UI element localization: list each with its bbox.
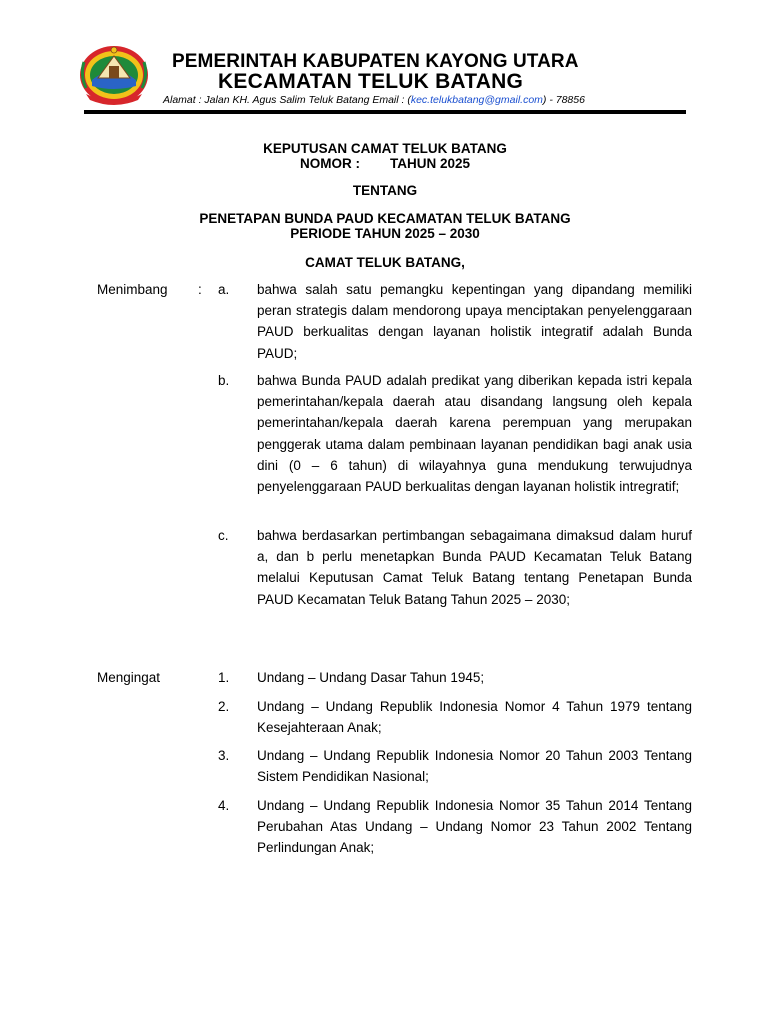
mengingat-item-3: Undang – Undang Republik Indonesia Nomor 20 Tahun 2003 Tentang Sistem Pendidikan Nasional; bbox=[257, 748, 692, 785]
mengingat-item-2: Undang – Undang Republik Indonesia Nomor 4 Tahun 1979 tentang Kesejahteraan Anak; bbox=[257, 699, 692, 736]
address-text: Alamat : Jalan KH. Agus Salim Teluk Batang Email : ( bbox=[163, 94, 411, 106]
mengingat-marker-3: 3. bbox=[218, 748, 230, 763]
menimbang-marker-b: b. bbox=[218, 373, 230, 388]
mengingat-item-4: Undang – Undang Republik Indonesia Nomor 35 Tahun 2014 Tentang Perubahan Atas Undang – Undang Nomor 23 Tahun 2002 Tentang Perlindungan Anak; bbox=[257, 798, 692, 856]
menimbang-item-b: bahwa Bunda PAUD adalah predikat yang diberikan kepada istri kepala pemerintahan/kepala daerah atau disandang langsung oleh kepala pemerintahan/kepala daerah karena perempuan yang merupakan penggerak utama dalam pembinaan layanan pendidikan bagi anak usia dini (0 – 6 tahun) di wilayahnya guna mendukung terwujudnya penyelenggaraan PAUD berkualitas dengan layanan holistik intregratif; bbox=[257, 373, 692, 495]
mengingat-marker-1: 1. bbox=[218, 670, 230, 685]
mengingat-label: Mengingat bbox=[97, 670, 161, 685]
letterhead-address bbox=[163, 94, 585, 106]
decree-number: NOMOR : TAHUN 2025 bbox=[299, 156, 471, 171]
menimbang-item-c: bahwa berdasarkan pertimbangan sebagaimana dimaksud dalam huruf a, dan b perlu menetapkan Bunda PAUD Kecamatan Teluk Batang melalui Keputusan Camat Teluk Batang tentang Penetapan Bunda PAUD Kecamatan Teluk Batang Tahun 2025 – 2030; bbox=[257, 528, 692, 607]
mengingat-item-1: Undang – Undang Dasar Tahun 1945; bbox=[257, 670, 485, 685]
subject-line-2: PERIODE TAHUN 2025 – 2030 bbox=[290, 226, 480, 241]
menimbang-label: Menimbang bbox=[97, 282, 168, 297]
about-heading: TENTANG bbox=[352, 183, 418, 198]
letterhead-divider bbox=[84, 110, 686, 114]
menimbang-marker-a: a. bbox=[218, 282, 230, 297]
letterhead-government-name: PEMERINTAH KABUPATEN KAYONG UTARA bbox=[172, 51, 579, 72]
menimbang-colon: : bbox=[198, 282, 202, 297]
menimbang-item-a: bahwa salah satu pemangku kepentingan yang dipandang memiliki peran strategis dalam mendorong upaya menciptakan penyelenggaraan PAUD berkualitas dengan layanan holistik integratif adalah Bunda PAUD; bbox=[257, 282, 692, 361]
mengingat-marker-2: 2. bbox=[218, 699, 230, 714]
address-postcode: ) - 78856 bbox=[542, 94, 585, 106]
email-link[interactable]: kec.telukbatang@gmail.com bbox=[410, 94, 543, 106]
signatory-heading: CAMAT TELUK BATANG, bbox=[305, 255, 465, 270]
mengingat-marker-4: 4. bbox=[218, 798, 230, 813]
letterhead-office-name: KECAMATAN TELUK BATANG bbox=[218, 70, 523, 93]
regency-emblem-logo bbox=[78, 42, 150, 106]
menimbang-marker-c: c. bbox=[218, 528, 229, 543]
subject-line-1: PENETAPAN BUNDA PAUD KECAMATAN TELUK BATANG bbox=[199, 211, 571, 226]
decree-title: KEPUTUSAN CAMAT TELUK BATANG bbox=[263, 141, 507, 156]
